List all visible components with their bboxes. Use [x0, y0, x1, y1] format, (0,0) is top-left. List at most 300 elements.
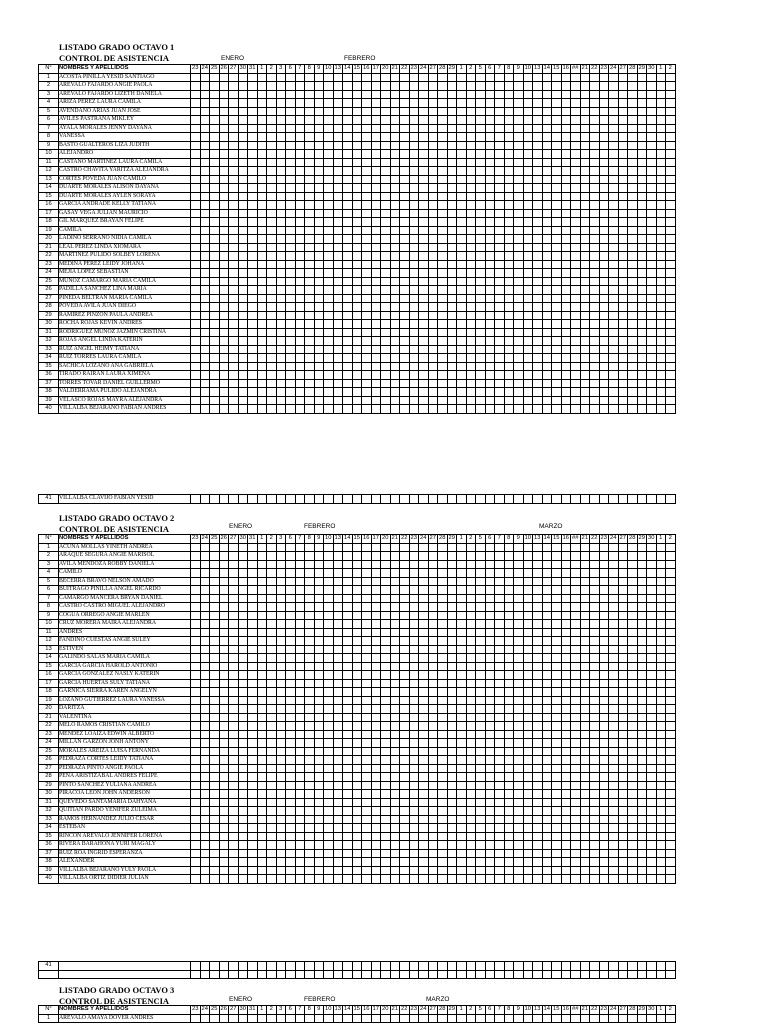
attendance-cell	[637, 1014, 647, 1023]
attendance-cell	[485, 116, 495, 125]
attendance-cell	[495, 807, 505, 816]
attendance-cell	[561, 645, 571, 654]
attendance-cell	[295, 158, 305, 167]
attendance-cell	[542, 328, 552, 337]
attendance-cell	[362, 569, 372, 578]
attendance-cell	[514, 824, 524, 833]
attendance-cell	[466, 611, 476, 620]
attendance-cell	[324, 603, 334, 612]
row-number: 27	[39, 294, 59, 303]
attendance-cell	[561, 841, 571, 850]
attendance-cell	[257, 798, 267, 807]
student-row	[39, 226, 676, 235]
attendance-cell	[191, 790, 201, 799]
attendance-cell	[409, 362, 419, 371]
attendance-cell	[267, 124, 277, 133]
attendance-cell	[276, 824, 286, 833]
attendance-cell	[381, 807, 391, 816]
attendance-cell	[428, 243, 438, 252]
attendance-cell	[409, 679, 419, 688]
attendance-cell	[561, 764, 571, 773]
attendance-cell	[229, 1014, 239, 1023]
attendance-cell	[314, 798, 324, 807]
attendance-cell	[219, 569, 229, 578]
attendance-cell	[295, 133, 305, 142]
attendance-cell	[238, 970, 248, 979]
row-number: 33	[39, 815, 59, 824]
attendance-cell	[381, 167, 391, 176]
attendance-cell	[542, 235, 552, 244]
attendance-cell	[533, 739, 543, 748]
attendance-cell	[552, 679, 562, 688]
attendance-cell	[324, 620, 334, 629]
attendance-cell	[229, 637, 239, 646]
attendance-cell	[362, 141, 372, 150]
attendance-cell	[523, 1014, 533, 1023]
attendance-cell	[571, 252, 581, 261]
attendance-cell	[514, 328, 524, 337]
attendance-cell	[457, 116, 467, 125]
attendance-cell	[248, 739, 258, 748]
attendance-cell	[599, 201, 609, 210]
attendance-cell	[229, 379, 239, 388]
attendance-cell	[286, 730, 296, 739]
attendance-cell	[599, 260, 609, 269]
attendance-cell	[229, 705, 239, 714]
attendance-cell	[637, 495, 647, 504]
attendance-cell	[542, 405, 552, 414]
attendance-cell	[628, 747, 638, 756]
attendance-cell	[466, 167, 476, 176]
attendance-cell	[628, 209, 638, 218]
attendance-cell	[400, 243, 410, 252]
attendance-cell	[571, 747, 581, 756]
day-header: 22	[401, 1006, 408, 1013]
attendance-cell	[276, 747, 286, 756]
attendance-cell	[286, 832, 296, 841]
attendance-cell	[286, 201, 296, 210]
attendance-cell	[609, 705, 619, 714]
attendance-cell	[210, 354, 220, 363]
attendance-cell	[371, 637, 381, 646]
attendance-cell	[523, 560, 533, 569]
attendance-cell	[561, 73, 571, 82]
attendance-cell	[514, 243, 524, 252]
attendance-cell	[229, 226, 239, 235]
attendance-cell	[590, 832, 600, 841]
attendance-cell	[466, 637, 476, 646]
attendance-cell	[362, 875, 372, 884]
attendance-cell	[552, 218, 562, 227]
attendance-cell	[533, 252, 543, 261]
attendance-cell	[504, 875, 514, 884]
attendance-cell	[552, 133, 562, 142]
attendance-cell	[409, 543, 419, 552]
attendance-cell	[390, 841, 400, 850]
attendance-cell	[609, 696, 619, 705]
attendance-cell	[390, 696, 400, 705]
attendance-cell	[656, 713, 666, 722]
attendance-cell	[295, 286, 305, 295]
attendance-cell	[495, 543, 505, 552]
attendance-cell	[618, 594, 628, 603]
attendance-cell	[419, 696, 429, 705]
attendance-cell	[381, 790, 391, 799]
attendance-cell	[514, 116, 524, 125]
attendance-cell	[210, 124, 220, 133]
day-header: 13	[334, 535, 341, 542]
attendance-cell	[666, 141, 676, 150]
attendance-cell	[419, 764, 429, 773]
attendance-cell	[419, 371, 429, 380]
attendance-cell	[305, 243, 315, 252]
attendance-cell	[324, 277, 334, 286]
attendance-cell	[229, 218, 239, 227]
attendance-cell	[400, 824, 410, 833]
row-number: 25	[39, 277, 59, 286]
attendance-cell	[362, 832, 372, 841]
attendance-cell	[666, 611, 676, 620]
attendance-cell	[514, 662, 524, 671]
attendance-cell	[314, 875, 324, 884]
attendance-cell	[495, 705, 505, 714]
attendance-cell	[457, 705, 467, 714]
attendance-cell	[542, 337, 552, 346]
day-header: 27	[619, 535, 626, 542]
attendance-cell	[210, 569, 220, 578]
attendance-cell	[447, 815, 457, 824]
attendance-cell	[590, 73, 600, 82]
attendance-cell	[371, 696, 381, 705]
attendance-cell	[590, 841, 600, 850]
attendance-cell	[210, 662, 220, 671]
attendance-cell	[295, 739, 305, 748]
attendance-cell	[324, 841, 334, 850]
attendance-cell	[314, 158, 324, 167]
attendance-cell	[542, 970, 552, 979]
attendance-cell	[580, 269, 590, 278]
attendance-cell	[485, 730, 495, 739]
attendance-cell	[314, 628, 324, 637]
attendance-cell	[637, 807, 647, 816]
attendance-cell	[457, 379, 467, 388]
attendance-cell	[504, 696, 514, 705]
attendance-cell	[495, 858, 505, 867]
attendance-cell	[514, 756, 524, 765]
attendance-cell	[381, 688, 391, 697]
attendance-cell	[552, 560, 562, 569]
attendance-cell	[257, 747, 267, 756]
attendance-cell	[647, 849, 657, 858]
attendance-cell	[324, 849, 334, 858]
row-number: 15	[39, 192, 59, 201]
attendance-cell	[400, 388, 410, 397]
attendance-cell	[362, 586, 372, 595]
attendance-cell	[219, 841, 229, 850]
student-name: CASTRO CASTRO MIGUEL ALEJANDRO	[59, 603, 191, 612]
attendance-cell	[343, 495, 353, 504]
attendance-cell	[438, 1014, 448, 1023]
attendance-cell	[628, 696, 638, 705]
attendance-cell	[542, 184, 552, 193]
attendance-cell	[210, 192, 220, 201]
attendance-cell	[485, 158, 495, 167]
attendance-cell	[324, 107, 334, 116]
attendance-cell	[466, 405, 476, 414]
day-header: 30	[648, 65, 655, 72]
attendance-cell	[504, 628, 514, 637]
attendance-cell	[333, 832, 343, 841]
attendance-cell	[561, 722, 571, 731]
attendance-cell	[466, 82, 476, 91]
attendance-cell	[343, 654, 353, 663]
attendance-cell	[533, 679, 543, 688]
attendance-cell	[504, 620, 514, 629]
attendance-cell	[371, 586, 381, 595]
attendance-cell	[485, 696, 495, 705]
attendance-cell	[257, 688, 267, 697]
attendance-cell	[286, 970, 296, 979]
attendance-cell	[381, 620, 391, 629]
attendance-cell	[333, 379, 343, 388]
attendance-cell	[656, 832, 666, 841]
attendance-cell	[599, 226, 609, 235]
attendance-cell	[656, 671, 666, 680]
attendance-cell	[637, 73, 647, 82]
attendance-cell	[571, 337, 581, 346]
attendance-cell	[523, 379, 533, 388]
attendance-cell	[238, 303, 248, 312]
attendance-cell	[647, 970, 657, 979]
attendance-cell	[514, 807, 524, 816]
attendance-cell	[219, 124, 229, 133]
attendance-cell	[495, 311, 505, 320]
day-header: 16	[363, 535, 370, 542]
attendance-cell	[343, 849, 353, 858]
attendance-cell	[219, 781, 229, 790]
attendance-cell	[210, 133, 220, 142]
attendance-cell	[200, 611, 210, 620]
attendance-cell	[200, 337, 210, 346]
attendance-cell	[400, 713, 410, 722]
attendance-cell	[238, 866, 248, 875]
student-row	[39, 866, 676, 875]
attendance-cell	[637, 320, 647, 329]
attendance-cell	[362, 824, 372, 833]
attendance-cell	[561, 175, 571, 184]
attendance-cell	[571, 628, 581, 637]
student-row	[39, 201, 676, 210]
attendance-cell	[352, 586, 362, 595]
attendance-cell	[523, 705, 533, 714]
attendance-cell	[286, 645, 296, 654]
attendance-cell	[542, 243, 552, 252]
student-name: GARCIA ANDRADE KELLY TATIANA	[59, 201, 191, 210]
attendance-cell	[305, 192, 315, 201]
row-number: 19	[39, 226, 59, 235]
attendance-cell	[428, 82, 438, 91]
attendance-cell	[295, 970, 305, 979]
attendance-cell	[580, 654, 590, 663]
attendance-cell	[580, 379, 590, 388]
student-name: RODRIGUEZ MUÑOZ JAZMIN CRISTINA	[59, 328, 191, 337]
attendance-cell	[333, 970, 343, 979]
attendance-cell	[305, 569, 315, 578]
attendance-cell	[210, 696, 220, 705]
attendance-cell	[647, 705, 657, 714]
student-name: VILLALBA CLAVIJO FABIAN YESID	[59, 495, 191, 504]
attendance-cell	[590, 594, 600, 603]
student-row	[39, 849, 676, 858]
attendance-cell	[390, 396, 400, 405]
attendance-cell	[210, 815, 220, 824]
attendance-cell	[618, 337, 628, 346]
day-header: 20	[382, 1006, 389, 1013]
attendance-cell	[599, 320, 609, 329]
attendance-cell	[485, 184, 495, 193]
attendance-cell	[485, 320, 495, 329]
attendance-cell	[229, 713, 239, 722]
attendance-cell	[599, 756, 609, 765]
attendance-cell	[276, 586, 286, 595]
attendance-cell	[210, 362, 220, 371]
attendance-cell	[580, 798, 590, 807]
attendance-cell	[438, 73, 448, 82]
attendance-cell	[476, 337, 486, 346]
attendance-cell	[504, 337, 514, 346]
attendance-cell	[514, 594, 524, 603]
attendance-cell	[656, 705, 666, 714]
attendance-cell	[324, 116, 334, 125]
attendance-cell	[485, 645, 495, 654]
attendance-cell	[238, 99, 248, 108]
row-number: 6	[39, 586, 59, 595]
attendance-cell	[542, 260, 552, 269]
day-header: 7	[295, 65, 305, 74]
attendance-cell	[428, 294, 438, 303]
attendance-cell	[400, 90, 410, 99]
attendance-cell	[400, 552, 410, 561]
attendance-cell	[457, 781, 467, 790]
attendance-cell	[362, 184, 372, 193]
attendance-cell	[295, 209, 305, 218]
attendance-cell	[666, 235, 676, 244]
attendance-cell	[438, 218, 448, 227]
attendance-cell	[599, 328, 609, 337]
attendance-cell	[647, 158, 657, 167]
attendance-cell	[533, 962, 543, 971]
attendance-cell	[476, 747, 486, 756]
attendance-cell	[580, 739, 590, 748]
attendance-cell	[257, 371, 267, 380]
attendance-cell	[333, 807, 343, 816]
attendance-cell	[618, 543, 628, 552]
attendance-cell	[523, 495, 533, 504]
attendance-cell	[324, 586, 334, 595]
attendance-cell	[523, 303, 533, 312]
attendance-cell	[238, 815, 248, 824]
student-name: MARTINEZ PULIDO SOLBEY LORENA	[59, 252, 191, 261]
attendance-cell	[248, 294, 258, 303]
student-row	[39, 645, 676, 654]
attendance-cell	[257, 594, 267, 603]
attendance-cell	[580, 637, 590, 646]
attendance-cell	[599, 645, 609, 654]
attendance-cell	[466, 552, 476, 561]
attendance-cell	[324, 495, 334, 504]
attendance-cell	[286, 747, 296, 756]
attendance-cell	[609, 303, 619, 312]
attendance-cell	[476, 628, 486, 637]
attendance-cell	[447, 849, 457, 858]
attendance-cell	[219, 543, 229, 552]
attendance-cell	[514, 303, 524, 312]
attendance-cell	[381, 362, 391, 371]
attendance-cell	[371, 824, 381, 833]
attendance-cell	[466, 962, 476, 971]
attendance-cell	[400, 260, 410, 269]
attendance-cell	[409, 328, 419, 337]
attendance-cell	[305, 116, 315, 125]
attendance-cell	[305, 730, 315, 739]
attendance-cell	[552, 252, 562, 261]
attendance-cell	[314, 184, 324, 193]
attendance-cell	[618, 577, 628, 586]
attendance-cell	[343, 175, 353, 184]
student-name: RUIZ ANGEL HEIMY TATIANA	[59, 345, 191, 354]
attendance-cell	[428, 866, 438, 875]
attendance-cell	[238, 345, 248, 354]
attendance-cell	[248, 764, 258, 773]
attendance-cell	[476, 594, 486, 603]
attendance-cell	[248, 688, 258, 697]
attendance-cell	[362, 841, 372, 850]
attendance-cell	[343, 269, 353, 278]
attendance-cell	[590, 781, 600, 790]
attendance-cell	[286, 696, 296, 705]
attendance-cell	[324, 662, 334, 671]
attendance-cell	[305, 645, 315, 654]
attendance-cell	[314, 654, 324, 663]
attendance-cell	[390, 798, 400, 807]
attendance-cell	[609, 107, 619, 116]
attendance-cell	[590, 379, 600, 388]
attendance-cell	[590, 303, 600, 312]
attendance-cell	[381, 798, 391, 807]
row-number: 14	[39, 184, 59, 193]
attendance-cell	[637, 875, 647, 884]
attendance-cell	[438, 628, 448, 637]
attendance-cell	[267, 970, 277, 979]
attendance-cell	[248, 875, 258, 884]
attendance-cell	[647, 124, 657, 133]
attendance-cell	[371, 286, 381, 295]
attendance-cell	[333, 815, 343, 824]
attendance-cell	[571, 260, 581, 269]
attendance-cell	[276, 603, 286, 612]
day-header: 8	[504, 535, 514, 544]
attendance-cell	[267, 294, 277, 303]
attendance-cell	[371, 260, 381, 269]
attendance-cell	[390, 603, 400, 612]
attendance-cell	[476, 286, 486, 295]
attendance-cell	[656, 620, 666, 629]
attendance-cell	[400, 362, 410, 371]
attendance-cell	[238, 730, 248, 739]
student-row	[39, 107, 676, 116]
attendance-cell	[485, 705, 495, 714]
attendance-cell	[476, 730, 486, 739]
